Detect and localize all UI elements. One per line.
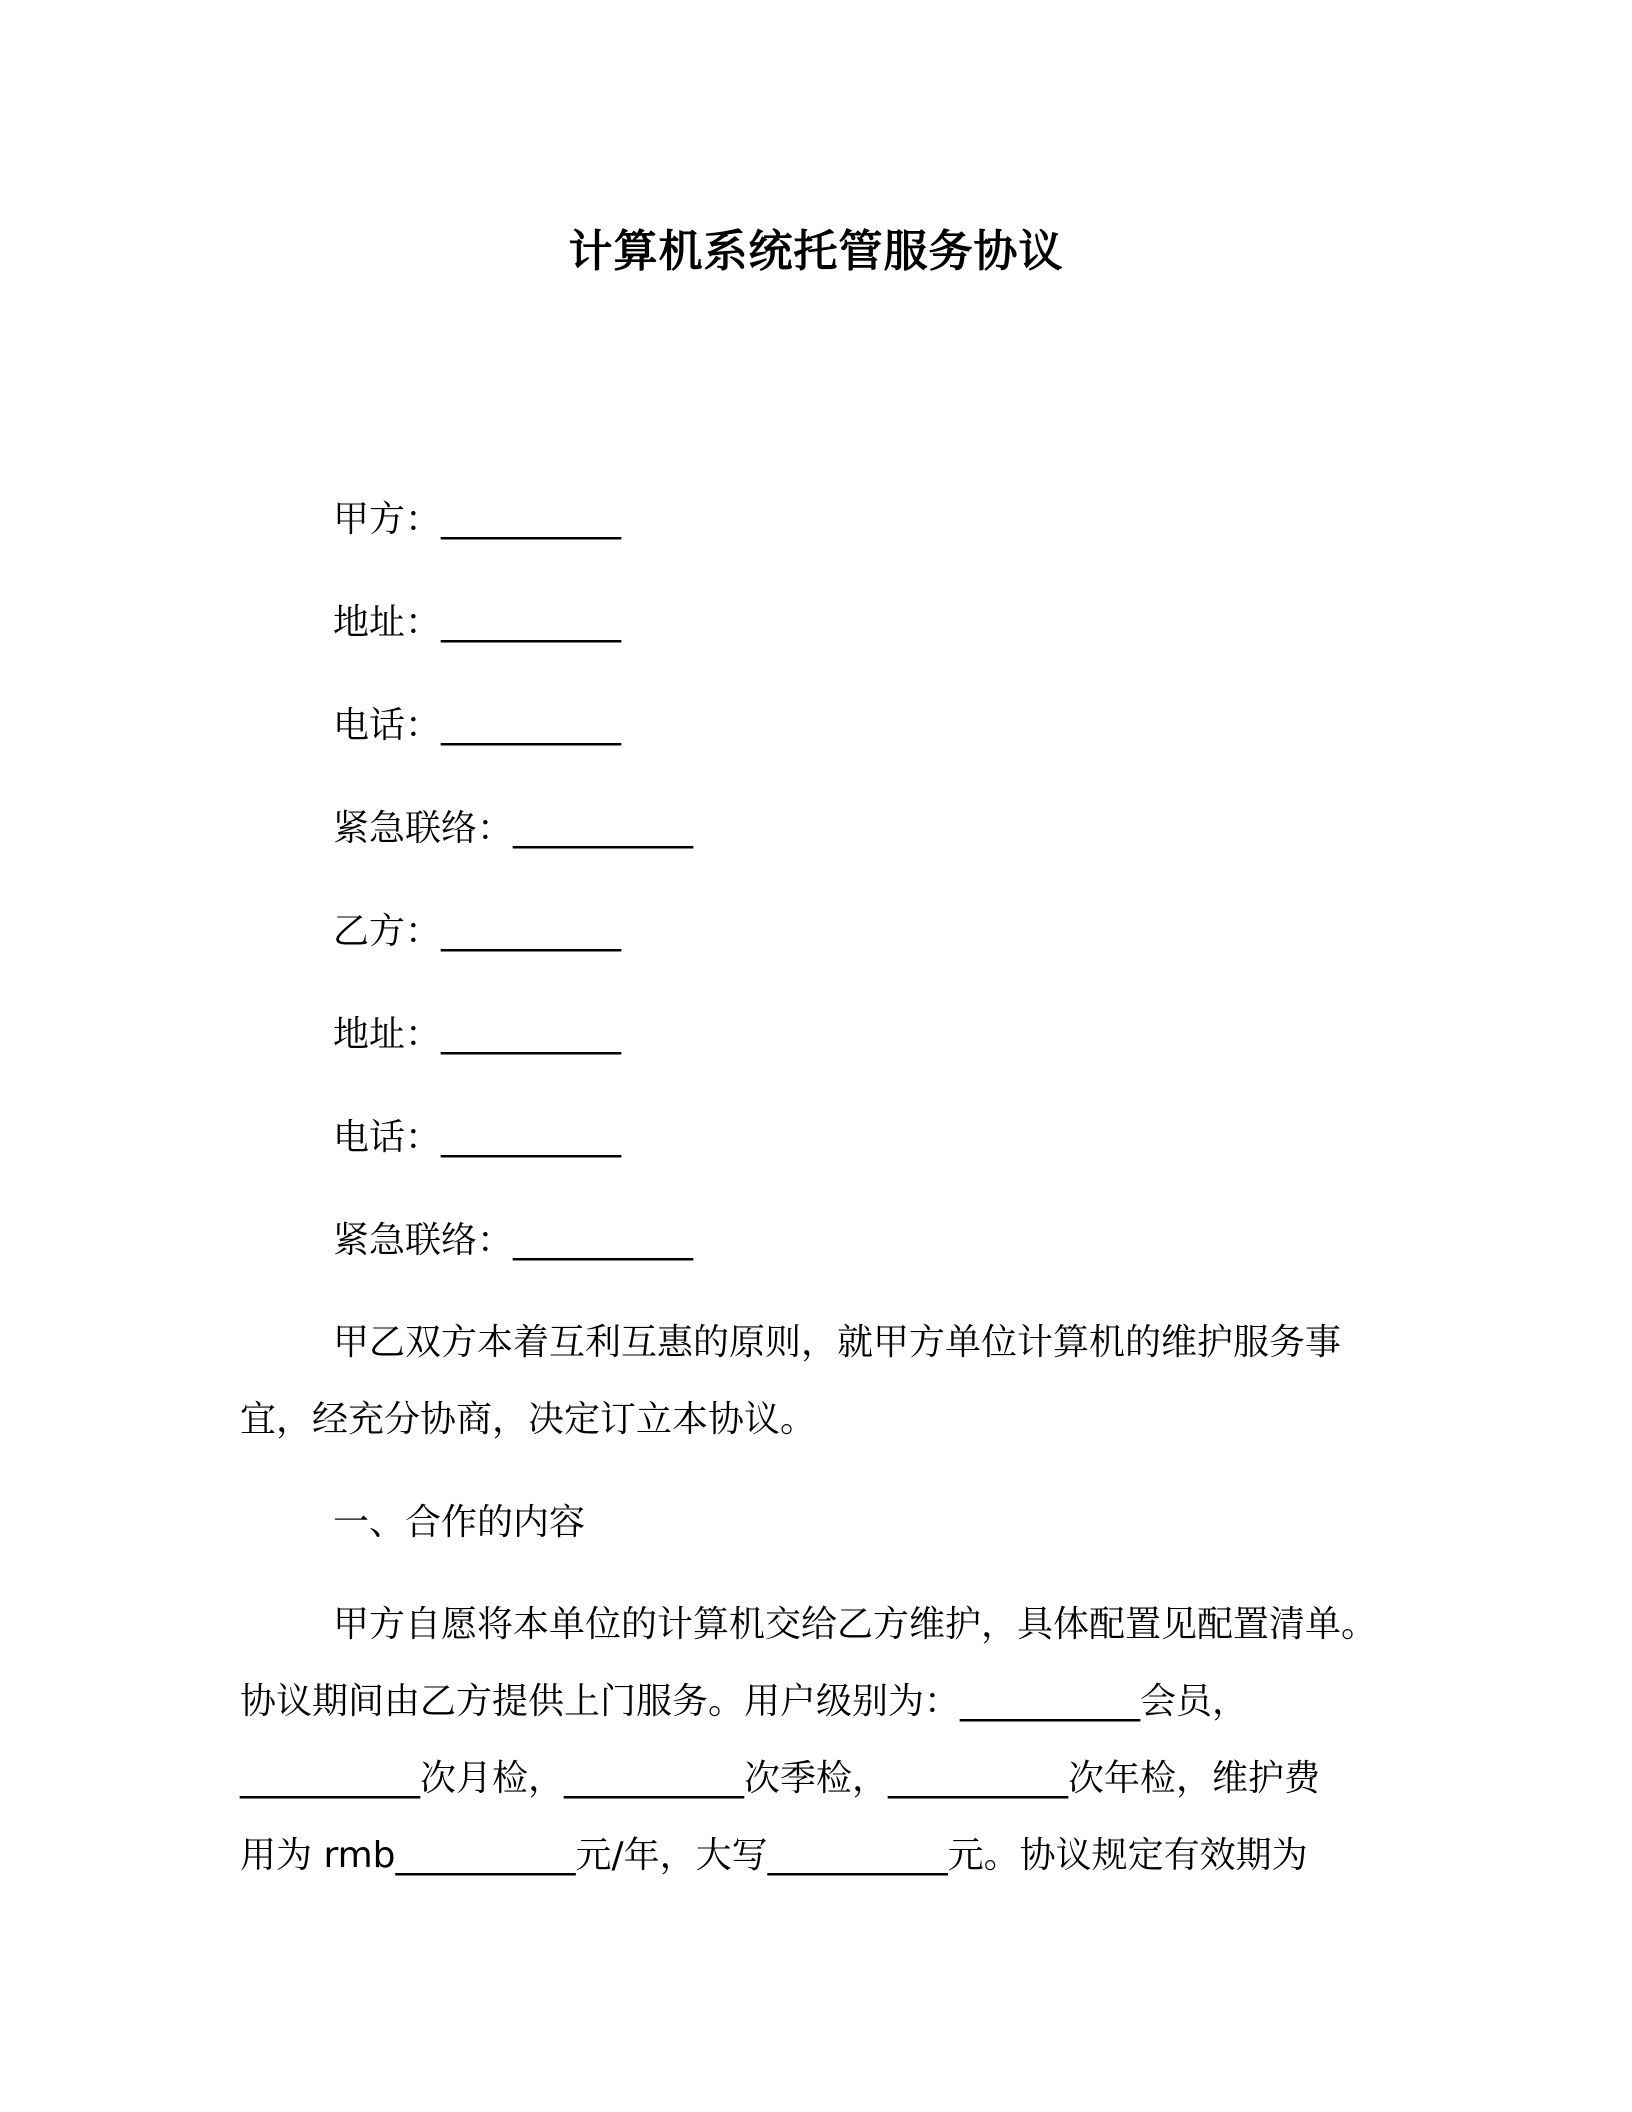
section-1-line: 用为 rmb__________元/年，大写__________元。协议规定有效期为 bbox=[240, 1835, 1308, 1876]
section-1-line: 协议期间由乙方提供上门服务。用户级别为：__________会员， bbox=[240, 1681, 1249, 1722]
section-1-line: __________次月检，__________次季检，__________次年检，维护费 bbox=[240, 1758, 1321, 1799]
party-a-name-field: 甲方：__________ bbox=[333, 499, 622, 540]
party-b-name-field: 乙方：__________ bbox=[333, 911, 622, 952]
party-b-address-field: 地址：__________ bbox=[333, 1014, 622, 1055]
section-1-heading: 一、合作的内容 bbox=[333, 1502, 586, 1543]
party-b-phone-field: 电话：__________ bbox=[333, 1117, 622, 1158]
party-a-address-field: 地址：__________ bbox=[333, 602, 622, 643]
section-1-line: 甲方自愿将本单位的计算机交给乙方维护，具体配置见配置清单。 bbox=[333, 1604, 1378, 1645]
intro-line: 甲乙双方本着互利互惠的原则，就甲方单位计算机的维护服务事 bbox=[333, 1322, 1342, 1363]
intro-line: 宜，经充分协商，决定订立本协议。 bbox=[240, 1399, 817, 1440]
party-a-emergency-contact-field: 紧急联络：__________ bbox=[333, 808, 694, 849]
party-a-phone-field: 电话：__________ bbox=[333, 705, 622, 746]
party-b-emergency-contact-field: 紧急联络：__________ bbox=[333, 1220, 694, 1261]
document-title: 计算机系统托管服务协议 bbox=[568, 226, 1064, 277]
